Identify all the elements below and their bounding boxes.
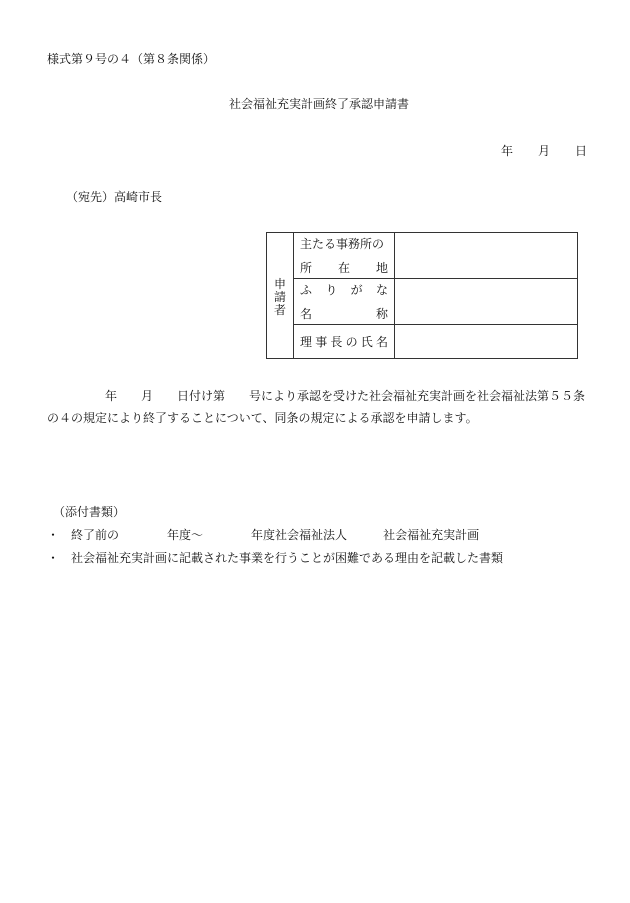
corporation-name-label: 名 称 (300, 307, 388, 321)
applicant-table (266, 232, 578, 359)
chairperson-name-label: 理 事 長 の 氏 名 (300, 335, 388, 349)
office-address-label-line1: 主たる事務所の (300, 237, 385, 251)
body-year: 年 (105, 389, 118, 403)
body-text-line1 (47, 389, 585, 403)
body-approval-text: 号により承認を受けた社会福祉充実計画を社会福祉法第５５条 (249, 389, 586, 403)
chairperson-name-label-cell (294, 325, 395, 358)
date-line (501, 144, 587, 158)
corporation-name-label-cell (294, 279, 395, 324)
bullet: ・ (47, 528, 60, 542)
document-title: 社会福祉充実計画終了承認申請書 (229, 97, 410, 111)
addressee: （宛先）高崎市長 (66, 190, 163, 204)
chairperson-name-row (294, 325, 577, 358)
attachment-item-1: ・ 終了前の 年度～ 年度社会福祉法人 社会福祉充実計画 (47, 528, 480, 542)
attachments-heading: （添付書類） (53, 505, 126, 519)
chairperson-name-field[interactable] (395, 325, 577, 358)
furigana-label: ふ り が な (300, 283, 388, 297)
date-year-label: 年 (501, 144, 514, 158)
office-address-row (294, 233, 577, 279)
form-number: 様式第９号の４（第８条関係） (47, 52, 216, 66)
office-address-field[interactable] (395, 233, 577, 278)
bullet: ・ (47, 551, 60, 565)
corporation-name-field[interactable] (395, 279, 577, 324)
date-day-label: 日 (575, 144, 588, 158)
body-month: 月 (141, 389, 154, 403)
applicant-side-cell (267, 233, 294, 358)
body-date-suffix: 日付け第 (177, 389, 226, 403)
office-address-label-cell (294, 233, 395, 278)
date-month-label: 月 (538, 144, 551, 158)
corporation-name-row (294, 279, 577, 325)
office-address-label-line2: 所 在 地 (300, 261, 388, 275)
applicant-side-label: 申請者 (273, 277, 286, 317)
body-text-line2: の４の規定により終了することについて、同条の規定による承認を申請します。 (47, 411, 478, 425)
attachment-item-2: ・ 社会福祉充実計画に記載された事業を行うことが困難である理由を記載した書類 (47, 551, 504, 565)
